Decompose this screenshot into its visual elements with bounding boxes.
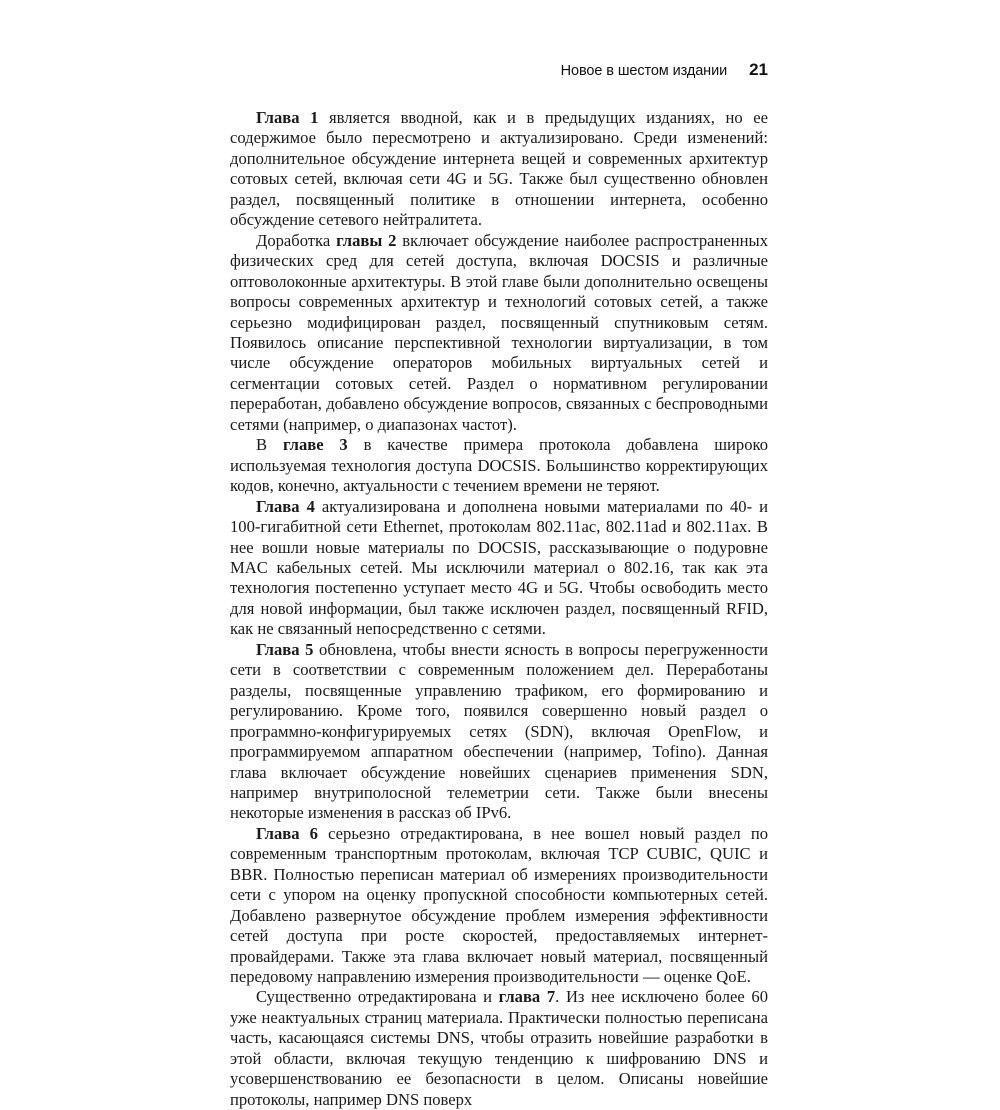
running-title: Новое в шестом издании [560,63,728,79]
paragraph-chapter-4 [230,497,768,640]
paragraph-text: актуализирована и дополнена новыми материалами по 40- и 100-гигабитной сети Ethernet, протоколам 802.11ac, 802.11ad и 802.11ax. В нее вошли новые материалы по DOCSIS, рассказывающие о подуровне MAC кабельных сетей. Мы исключили материал о 802.16, так как эта технология постепенно уступает место 4G и 5G. Чтобы освободить место для новой информации, был также исключен раздел, посвященный RFID, как не связанный непосредственно с сетями. [230,496,768,639]
paragraph-text: серьезно отредактирована, в нее вошел новый раздел по современным транспортным протоколам, включая TCP CUBIC, QUIC и BBR. Полностью переписан материал об измерениях производительности сети с упором на оценку пропускной способности компьютерных сетей. Добавлено развернутое обсуждение проблем измерения эффективности сетей доступа при росте скоростей, предоставляемых интернет-провайдерами. Также эта глава включает новый материал, посвященный передовому направлению измерения производительности — оценке QoE. [230,823,768,987]
paragraph-lead: В [256,435,283,455]
paragraph-lead: Доработка [256,230,337,250]
running-header [230,60,768,88]
paragraph-text: в качестве примера протокола добавлена широко используемая технология доступа DOCSIS. Большинство корректирующих кодов, конечно, актуальности с течением времени не теряют. [230,435,769,496]
paragraph-text: является вводной, как и в предыдущих изданиях, но ее содержимое было пересмотрено и актуализировано. Среди изменений: дополнительное обсуждение интернета вещей и современных архитектур сотовых сетей, включая сети 4G и 5G. Также был существенно обновлен раздел, посвященный политике в отношении интернета, особенно обсуждение сетевого нейтралитета. [230,108,768,230]
paragraph-text: . Из нее исключено более 60 уже неактуальных страниц материала. Практически полностью переписана часть, касающаяся системы DNS, чтобы отразить новейшие разработки в этой области, включая текущую тенденцию к шифрованию DNS и усовершенствованию ее безопасности в целом. Описаны новейшие протоколы, например DNS поверх [230,987,768,1109]
paragraph-chapter-7 [230,987,768,1110]
paragraph-lead: Существенно отредактирована и [256,987,499,1007]
chapter-reference: главе 3 [282,435,348,455]
chapter-reference: Глава 6 [256,823,318,843]
paragraph-text: обновлена, чтобы внести ясность в вопросы перегруженности сети в соответствии с современным положением дел. Переработаны разделы, посвященные управлению трафиком, его формированию и регулированию. Кроме того, появился совершенно новый раздел о программно-конфигурируемых сетях (SDN), включая OpenFlow, и программируемом аппаратном обеспечении (например, Tofino). Данная глава включает обсуждение новейших сценариев применения SDN, например внутриполосной телеметрии сети. Также были внесены некоторые изменения в рассказ об IPv6. [230,639,768,823]
paragraph-chapter-2 [230,231,768,436]
chapter-reference: глава 7 [498,987,556,1007]
paragraph-chapter-5 [230,640,768,824]
paragraph-chapter-1 [230,108,768,231]
paragraph-chapter-3 [230,435,768,496]
paragraph-chapter-6 [230,824,768,988]
chapter-reference: главы 2 [336,230,397,250]
chapter-reference: Глава 1 [256,108,319,127]
page-number: 21 [749,60,768,79]
paragraph-text: включает обсуждение наиболее распространенных физических сред для сетей доступа, включая DOCSIS и различные оптоволоконные архитектуры. В этой главе были дополнительно освещены вопросы современных архитектур и технологий сотовых сетей, а также серьезно модифицирован раздел, посвященный спутниковым сетям. Появилось описание перспективной технологии виртуализации, в том числе обсуждение операторов мобильных виртуальных сетей и сегментации сотовых сетей. Раздел о нормативном регулировании переработан, добавлено обсуждение вопросов, связанных с беспроводными сетями (например, о диапазонах частот). [230,230,768,434]
body-text [230,108,768,1110]
chapter-reference: Глава 4 [256,496,315,516]
chapter-reference: Глава 5 [256,639,314,659]
